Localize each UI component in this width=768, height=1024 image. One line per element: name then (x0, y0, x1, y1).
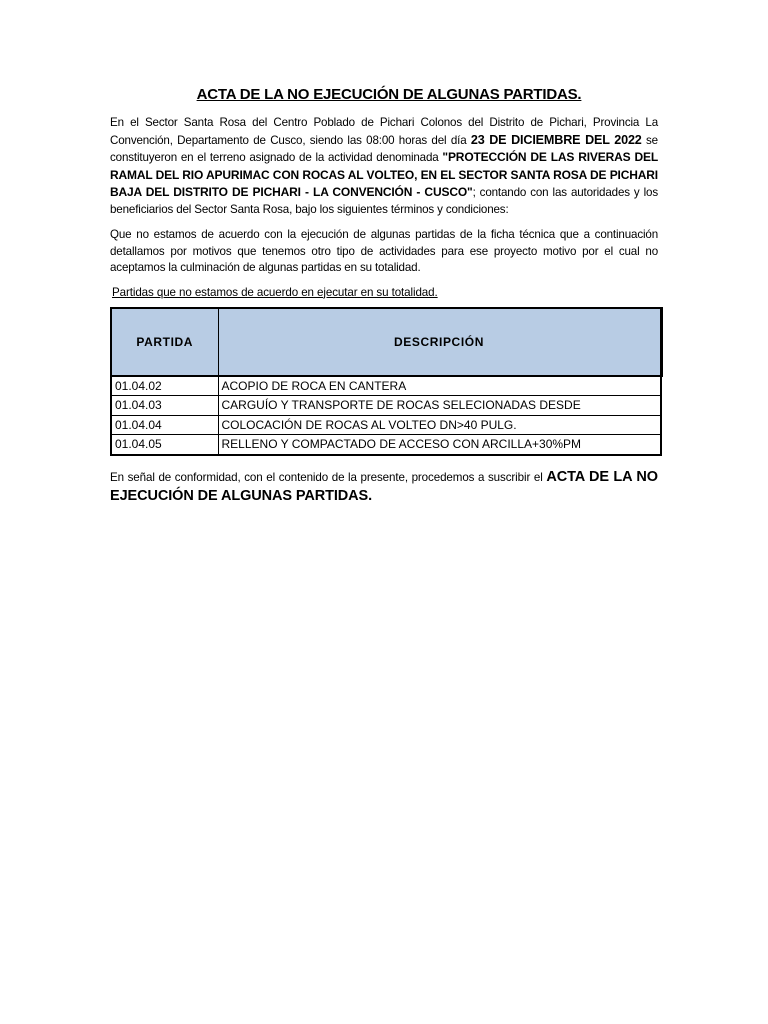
header-partida: PARTIDA (111, 308, 218, 376)
intro-text-3: ; contando con las autoridades y los beneficiarios del Sector Santa Rosa, bajo los siguientes términos y condiciones: (110, 186, 658, 216)
closing-paragraph (110, 468, 658, 506)
intro-text-1: En el Sector Santa Rosa del Centro Poblado de Pichari Colonos del Distrito de Pichari, Provincia La Convención, Departamento de Cusco, siendo las 08:00 horas del día (110, 116, 658, 147)
partida-description: RELLENO Y COMPACTADO DE ACCESO CON ARCILLA+30%PM (218, 435, 661, 455)
partida-description: ACOPIO DE ROCA EN CANTERA (218, 376, 661, 396)
partida-code: 01.04.05 (111, 435, 218, 455)
partida-code: 01.04.04 (111, 415, 218, 435)
partida-description: COLOCACIÓN DE ROCAS AL VOLTEO DN>40 PULG. (218, 415, 661, 435)
document-page (110, 86, 658, 517)
activity-name: "PROTECCIÓN DE LAS RIVERAS DEL RAMAL DEL RIO APURIMAC CON ROCAS AL VOLTEO, EN EL SECTOR SANTA ROSA DE PICHARI BAJA DEL DISTRITO DE PICHARI - LA CONVENCIÓN - CUSCO" (110, 150, 658, 199)
table-row (111, 435, 661, 455)
table-row (111, 376, 661, 396)
closing-act-name: ACTA DE LA NO EJECUCIÓN DE ALGUNAS PARTIDAS. (110, 468, 658, 504)
partidas-table (110, 307, 663, 456)
table-row (111, 396, 661, 416)
table-header-row (111, 308, 661, 376)
table-note: Partidas que no estamos de acuerdo en ejecutar en su totalidad. (112, 285, 438, 299)
closing-text: En señal de conformidad, con el contenido de la presente, procedemos a suscribir el (110, 470, 547, 484)
partida-code: 01.04.02 (111, 376, 218, 396)
partida-description: CARGUÍO Y TRANSPORTE DE ROCAS SELECIONADAS DESDE (218, 396, 661, 416)
table-row (111, 415, 661, 435)
intro-paragraph (110, 115, 658, 218)
intro-date: 23 DE DICIEMBRE DEL 2022 (470, 132, 642, 147)
disagreement-paragraph: Que no estamos de acuerdo con la ejecución de algunas partidas de la ficha técnica que a continuación detallamos por motivos que tenemos otro tipo de actividades para ese proyecto motivo por el cual no aceptamos la culminación de algunas partidas en su totalidad. (110, 228, 658, 274)
document-title: ACTA DE LA NO EJECUCIÓN DE ALGUNAS PARTIDAS. (196, 86, 582, 103)
intro-text-2: se constituyeron en el terreno asignado de la actividad denominada (110, 133, 658, 164)
partida-code: 01.04.03 (111, 396, 218, 416)
header-descripcion: DESCRIPCIÓN (218, 308, 661, 376)
